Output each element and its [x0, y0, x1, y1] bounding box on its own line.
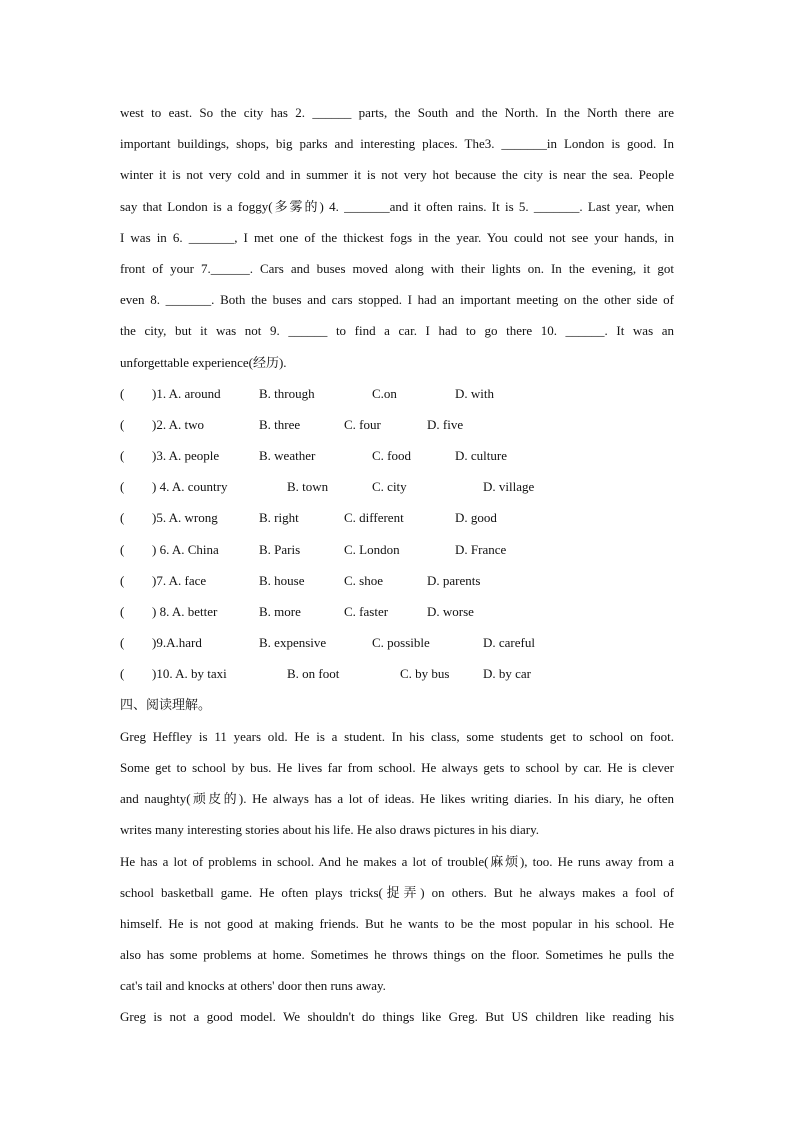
option-a: )1. A. around — [152, 385, 221, 401]
option-d: D. by car — [483, 666, 532, 682]
answer-bracket: ( — [120, 385, 125, 401]
passage-line: the city, but it was not 9. ______ to find a car. I had to go there 10. ______. It was an — [120, 323, 674, 339]
option-a: )7. A. face — [152, 572, 207, 588]
reading-line: and naughty(顽皮的). He always has a lot of ideas. He likes writing diaries. In his diary, he often — [120, 791, 674, 807]
option-d: D. parents — [427, 572, 481, 588]
option-c: C. by bus — [400, 666, 450, 682]
option-a: ) 8. A. better — [152, 604, 218, 619]
option-b: B. on foot — [287, 666, 340, 682]
document-page — [120, 97, 674, 1033]
option-d: D. five — [427, 416, 464, 432]
passage-line: winter it is not very cold and in summer it is not very hot because the city is near the sea. People — [120, 167, 674, 183]
option-a: )2. A. two — [152, 416, 204, 432]
option-a: )5. A. wrong — [152, 510, 218, 526]
option-b: B. Paris — [259, 541, 301, 557]
passage-line: front of your 7.______. Cars and buses moved along with their lights on. In the evening, it got — [120, 260, 674, 276]
option-c: C. four — [344, 416, 381, 432]
question-row — [120, 596, 674, 627]
option-b: B. town — [287, 479, 329, 495]
reading-line: school basketball game. He often plays tricks(捉弄) on others. But he always makes a fool of — [120, 884, 674, 900]
option-a: ) 6. A. China — [152, 541, 219, 557]
option-d: D. with — [455, 385, 494, 401]
option-b: B. house — [259, 572, 305, 588]
option-c: C. shoe — [344, 572, 383, 588]
option-c: C. possible — [372, 635, 430, 651]
option-b: B. more — [259, 604, 301, 619]
passage-line: west to east. So the city has 2. ______ parts, the South and the North. In the North there are — [120, 105, 674, 120]
answer-bracket: ( — [120, 448, 125, 464]
option-b: B. weather — [259, 448, 316, 464]
option-d: D. village — [483, 479, 535, 495]
passage-line: I was in 6. _______, I met one of the thickest fogs in the year. You could not see your hands, in — [120, 229, 674, 245]
reading-line: He has a lot of problems in school. And he makes a lot of trouble(麻烦), too. He runs away from a — [120, 853, 674, 869]
reading-line: writes many interesting stories about his life. He also draws pictures in his diary. — [120, 822, 540, 838]
option-b: B. three — [259, 416, 301, 432]
option-d: D. worse — [427, 604, 474, 619]
reading-line: also has some problems at home. Sometimes he throws things on the floor. Sometimes he pulls the — [120, 947, 674, 963]
option-c: C.on — [372, 385, 397, 401]
question-row — [120, 627, 674, 658]
reading-line: Some get to school by bus. He lives far from school. He always gets to school by car. He is clever — [120, 759, 674, 775]
reading-line: Greg Heffley is 11 years old. He is a student. In his class, some students get to school on foot. — [120, 728, 674, 744]
question-row — [120, 565, 674, 596]
answer-bracket: ( — [120, 635, 125, 651]
question-row — [120, 440, 674, 471]
answer-bracket: ( — [120, 604, 125, 619]
question-list — [120, 378, 674, 690]
question-row — [120, 502, 674, 533]
question-row — [120, 409, 674, 440]
passage-line: unforgettable experience(经历). — [120, 354, 287, 370]
option-b: B. expensive — [259, 635, 327, 651]
answer-bracket: ( — [120, 510, 125, 526]
option-c: C. food — [372, 448, 411, 464]
option-d: D. culture — [455, 448, 507, 464]
answer-bracket: ( — [120, 666, 125, 682]
reading-line: cat's tail and knocks at others' door then runs away. — [120, 978, 386, 994]
option-c: C. London — [344, 541, 400, 557]
question-row — [120, 378, 674, 409]
option-d: D. France — [455, 541, 507, 557]
question-row — [120, 471, 674, 502]
passage-line: say that London is a foggy(多雾的) 4. _______and it often rains. It is 5. _______. Last year, when — [120, 198, 674, 214]
cloze-passage — [120, 97, 674, 378]
section-heading: 四、阅读理解。 — [120, 697, 212, 713]
passage-line: important buildings, shops, big parks and interesting places. The3. _______in London is good. In — [120, 136, 674, 152]
answer-bracket: ( — [120, 541, 125, 557]
option-d: D. good — [455, 510, 497, 526]
reading-line: Greg is not a good model. We shouldn't do things like Greg. But US children like reading his — [120, 1009, 674, 1025]
option-c: C. different — [344, 510, 404, 526]
option-a: )10. A. by taxi — [152, 666, 227, 682]
reading-passage — [120, 721, 674, 1033]
reading-line: himself. He is not good at making friends. But he wants to be the most popular in his school. He — [120, 915, 674, 931]
question-row — [120, 534, 674, 565]
option-c: C. faster — [344, 604, 389, 619]
question-row — [120, 658, 674, 689]
option-a: )9.A.hard — [152, 635, 202, 651]
passage-line: even 8. _______. Both the buses and cars stopped. I had an important meeting on the other side of — [120, 292, 674, 308]
option-c: C. city — [372, 479, 407, 495]
answer-bracket: ( — [120, 572, 125, 588]
option-a: )3. A. people — [152, 448, 220, 464]
answer-bracket: ( — [120, 416, 125, 432]
option-b: B. right — [259, 510, 299, 526]
option-a: ) 4. A. country — [152, 479, 228, 495]
option-b: B. through — [259, 385, 315, 401]
option-d: D. careful — [483, 635, 535, 651]
answer-bracket: ( — [120, 479, 125, 495]
